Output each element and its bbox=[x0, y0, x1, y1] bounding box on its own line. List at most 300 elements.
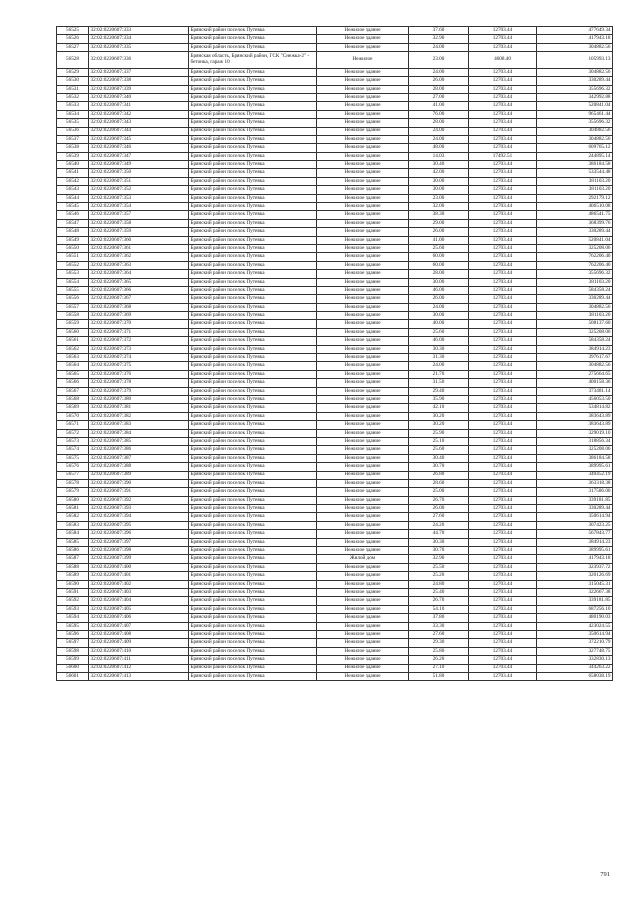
object-type-cell: Нежилое здание bbox=[317, 110, 409, 118]
object-type-cell: Нежилое здание bbox=[317, 169, 409, 177]
address-cell: Брянский район поселок Путевка bbox=[189, 253, 317, 261]
address-cell: Брянский район поселок Путевка bbox=[189, 328, 317, 336]
address-cell: Брянский район поселок Путевка bbox=[189, 337, 317, 345]
cadastral-value-cell: 386184.58 bbox=[537, 161, 613, 169]
row-number-cell: 56601 bbox=[57, 672, 89, 680]
object-type-cell: Нежилое здание bbox=[317, 656, 409, 664]
cadastral-number-cell: 32:02:0220607:385 bbox=[89, 437, 189, 445]
cadastral-value-cell: 406510.08 bbox=[537, 203, 613, 211]
address-cell: Брянский район поселок Путевка bbox=[189, 454, 317, 462]
area-cell: 41.00 bbox=[409, 236, 469, 244]
specific-value-cell: 12703.44 bbox=[469, 379, 537, 387]
row-number-cell: 56577 bbox=[57, 471, 89, 479]
area-cell: 24.80 bbox=[409, 580, 469, 588]
area-cell: 24.00 bbox=[409, 68, 469, 76]
cadastral-number-cell: 32:02:0220607:335 bbox=[89, 43, 189, 51]
address-cell: Брянский район поселок Путевка bbox=[189, 169, 317, 177]
cadastral-number-cell: 32:02:0220607:404 bbox=[89, 597, 189, 605]
cadastral-value-cell: 384914.23 bbox=[537, 345, 613, 353]
table-row bbox=[57, 244, 613, 252]
table-row bbox=[57, 286, 613, 294]
cadastral-number-cell: 32:02:0220607:391 bbox=[89, 488, 189, 496]
object-type-cell: Нежилое здание bbox=[317, 421, 409, 429]
address-cell: Брянский район поселок Путевка bbox=[189, 303, 317, 311]
row-number-cell: 56559 bbox=[57, 320, 89, 328]
row-number-cell: 56568 bbox=[57, 396, 89, 404]
cadastral-number-cell: 32:02:0220607:368 bbox=[89, 303, 189, 311]
cadastral-value-cell: 658038.19 bbox=[537, 672, 613, 680]
table-row bbox=[57, 471, 613, 479]
area-cell: 30.00 bbox=[409, 312, 469, 320]
area-cell: 30.00 bbox=[409, 177, 469, 185]
address-cell: Брянский район поселок Путевка bbox=[189, 563, 317, 571]
area-cell: 24.00 bbox=[409, 43, 469, 51]
table-row bbox=[57, 127, 613, 135]
address-cell: Брянский район поселок Путевка bbox=[189, 312, 317, 320]
address-cell: Брянский район поселок Путевка bbox=[189, 387, 317, 395]
table-row bbox=[57, 647, 613, 655]
address-cell: Брянский район поселок Путевка bbox=[189, 521, 317, 529]
row-number-cell: 56569 bbox=[57, 404, 89, 412]
specific-value-cell: 12703.44 bbox=[469, 211, 537, 219]
object-type-cell: Нежилое здание bbox=[317, 286, 409, 294]
row-number-cell: 56599 bbox=[57, 656, 89, 664]
row-number-cell: 56540 bbox=[57, 161, 89, 169]
object-type-cell: Нежилое здание bbox=[317, 270, 409, 278]
area-cell: 28.00 bbox=[409, 119, 469, 127]
cadastral-number-cell: 32:02:0220607:333 bbox=[89, 27, 189, 35]
cadastral-value-cell: 315045.31 bbox=[537, 580, 613, 588]
table-row bbox=[57, 521, 613, 529]
cadastral-value-cell: 384914.23 bbox=[537, 538, 613, 546]
table-row bbox=[57, 387, 613, 395]
object-type-cell: Нежилое здание bbox=[317, 261, 409, 269]
area-cell: 31.30 bbox=[409, 354, 469, 362]
area-cell: 25.50 bbox=[409, 563, 469, 571]
area-cell: 46.00 bbox=[409, 286, 469, 294]
table-row bbox=[57, 563, 613, 571]
cadastral-number-cell: 32:02:0220607:337 bbox=[89, 68, 189, 76]
specific-value-cell: 12703.44 bbox=[469, 244, 537, 252]
object-type-cell: Нежилое здание bbox=[317, 278, 409, 286]
cadastral-value-table bbox=[56, 26, 613, 681]
row-number-cell: 56548 bbox=[57, 228, 89, 236]
area-cell: 24.20 bbox=[409, 521, 469, 529]
specific-value-cell: 12703.44 bbox=[469, 370, 537, 378]
row-number-cell: 56546 bbox=[57, 211, 89, 219]
row-number-cell: 56536 bbox=[57, 127, 89, 135]
address-cell: Брянский район поселок Путевка bbox=[189, 236, 317, 244]
specific-value-cell: 12703.44 bbox=[469, 169, 537, 177]
object-type-cell: Нежилое здание bbox=[317, 85, 409, 93]
object-type-cell: Нежилое здание bbox=[317, 412, 409, 420]
object-type-cell: Нежилое здание bbox=[317, 379, 409, 387]
specific-value-cell: 12703.44 bbox=[469, 538, 537, 546]
object-type-cell: Нежилое здание bbox=[317, 35, 409, 43]
specific-value-cell: 12703.44 bbox=[469, 278, 537, 286]
table-row bbox=[57, 362, 613, 370]
address-cell: Брянский район поселок Путевка bbox=[189, 102, 317, 110]
row-number-cell: 56545 bbox=[57, 203, 89, 211]
table-row bbox=[57, 27, 613, 35]
cadastral-value-cell: 389995.61 bbox=[537, 547, 613, 555]
specific-value-cell: 12703.44 bbox=[469, 261, 537, 269]
address-cell: Брянский район поселок Путевка bbox=[189, 664, 317, 672]
table-row bbox=[57, 454, 613, 462]
area-cell: 30.40 bbox=[409, 454, 469, 462]
table-row bbox=[57, 93, 613, 101]
area-cell: 40.00 bbox=[409, 320, 469, 328]
table-row bbox=[57, 572, 613, 580]
row-number-cell: 56526 bbox=[57, 35, 89, 43]
table-row bbox=[57, 488, 613, 496]
address-cell: Брянский район поселок Путевка bbox=[189, 261, 317, 269]
row-number-cell: 56598 bbox=[57, 647, 89, 655]
specific-value-cell: 12703.44 bbox=[469, 647, 537, 655]
table-row bbox=[57, 404, 613, 412]
row-number-cell: 56530 bbox=[57, 77, 89, 85]
address-cell: Брянский район поселок Путевка bbox=[189, 85, 317, 93]
table-row bbox=[57, 354, 613, 362]
address-cell: Брянский район поселок Путевка bbox=[189, 538, 317, 546]
area-cell: 25.90 bbox=[409, 429, 469, 437]
cadastral-value-cell: 381103.20 bbox=[537, 312, 613, 320]
address-cell: Брянский район поселок Путевка bbox=[189, 580, 317, 588]
table-row bbox=[57, 672, 613, 680]
table-row bbox=[57, 68, 613, 76]
table-row bbox=[57, 446, 613, 454]
table-row bbox=[57, 203, 613, 211]
cadastral-value-cell: 340452.19 bbox=[537, 471, 613, 479]
specific-value-cell: 12703.44 bbox=[469, 68, 537, 76]
table-row bbox=[57, 605, 613, 613]
specific-value-cell: 12703.44 bbox=[469, 194, 537, 202]
object-type-cell: Нежилое здание bbox=[317, 186, 409, 194]
cadastral-number-cell: 32:02:0220607:366 bbox=[89, 286, 189, 294]
specific-value-cell: 12703.44 bbox=[469, 312, 537, 320]
cadastral-number-cell: 32:02:0220607:398 bbox=[89, 547, 189, 555]
row-number-cell: 56535 bbox=[57, 119, 89, 127]
address-cell: Брянский район поселок Путевка bbox=[189, 119, 317, 127]
specific-value-cell: 12703.44 bbox=[469, 597, 537, 605]
specific-value-cell: 12703.44 bbox=[469, 437, 537, 445]
table-row bbox=[57, 479, 613, 487]
row-number-cell: 56581 bbox=[57, 505, 89, 513]
row-number-cell: 56585 bbox=[57, 538, 89, 546]
cadastral-number-cell: 32:02:0220607:378 bbox=[89, 379, 189, 387]
object-type-cell: Нежилое здание bbox=[317, 328, 409, 336]
cadastral-value-cell: 372210.79 bbox=[537, 639, 613, 647]
cadastral-number-cell: 32:02:0220607:359 bbox=[89, 228, 189, 236]
row-number-cell: 56561 bbox=[57, 337, 89, 345]
cadastral-value-cell: 322667.38 bbox=[537, 588, 613, 596]
row-number-cell: 56534 bbox=[57, 110, 89, 118]
row-number-cell: 56583 bbox=[57, 521, 89, 529]
specific-value-cell: 12703.44 bbox=[469, 513, 537, 521]
cadastral-number-cell: 32:02:0220607:386 bbox=[89, 446, 189, 454]
area-cell: 24.00 bbox=[409, 362, 469, 370]
row-number-cell: 56590 bbox=[57, 580, 89, 588]
cadastral-value-cell: 330289.44 bbox=[537, 295, 613, 303]
specific-value-cell: 12703.44 bbox=[469, 345, 537, 353]
address-cell: Брянский район поселок Путевка bbox=[189, 270, 317, 278]
cadastral-value-cell: 330289.44 bbox=[537, 228, 613, 236]
object-type-cell: Нежилое здание bbox=[317, 77, 409, 85]
cadastral-number-cell: 32:02:0220607:367 bbox=[89, 295, 189, 303]
address-cell: Брянский район поселок Путевка bbox=[189, 639, 317, 647]
cadastral-value-cell: 329019.10 bbox=[537, 429, 613, 437]
cadastral-number-cell: 32:02:0220607:342 bbox=[89, 110, 189, 118]
cadastral-value-cell: 355696.32 bbox=[537, 119, 613, 127]
cadastral-value-cell: 609765.12 bbox=[537, 144, 613, 152]
specific-value-cell: 12703.44 bbox=[469, 186, 537, 194]
specific-value-cell: 12703.44 bbox=[469, 421, 537, 429]
area-cell: 25.60 bbox=[409, 446, 469, 454]
specific-value-cell: 12703.44 bbox=[469, 354, 537, 362]
row-number-cell: 56575 bbox=[57, 454, 89, 462]
table-row bbox=[57, 379, 613, 387]
address-cell: Брянский район поселок Путевка bbox=[189, 286, 317, 294]
area-cell: 25.20 bbox=[409, 572, 469, 580]
table-row bbox=[57, 463, 613, 471]
area-cell: 26.80 bbox=[409, 471, 469, 479]
cadastral-value-cell: 687256.10 bbox=[537, 605, 613, 613]
row-number-cell: 56550 bbox=[57, 244, 89, 252]
object-type-cell: Нежилое здание bbox=[317, 194, 409, 202]
table-row bbox=[57, 270, 613, 278]
cadastral-number-cell: 32:02:0220607:349 bbox=[89, 161, 189, 169]
cadastral-value-cell: 423024.55 bbox=[537, 622, 613, 630]
cadastral-value-cell: 363318.38 bbox=[537, 479, 613, 487]
cadastral-value-cell: 762206.40 bbox=[537, 253, 613, 261]
row-number-cell: 56571 bbox=[57, 421, 89, 429]
object-type-cell: Нежилое здание bbox=[317, 547, 409, 555]
row-number-cell: 56528 bbox=[57, 52, 89, 69]
table-row bbox=[57, 52, 613, 69]
cadastral-number-cell: 32:02:0220607:393 bbox=[89, 505, 189, 513]
address-cell: Брянская область, Брянский район, ГСК "Снежка-2" - бетонка, гараж 10 bbox=[189, 52, 317, 69]
table-row bbox=[57, 656, 613, 664]
cadastral-number-cell: 32:02:0220607:387 bbox=[89, 454, 189, 462]
table-row bbox=[57, 580, 613, 588]
cadastral-value-cell: 339181.85 bbox=[537, 496, 613, 504]
area-cell: 54.10 bbox=[409, 605, 469, 613]
address-cell: Брянский район поселок Путевка bbox=[189, 614, 317, 622]
address-cell: Брянский район поселок Путевка bbox=[189, 379, 317, 387]
area-cell: 28.00 bbox=[409, 85, 469, 93]
specific-value-cell: 12703.44 bbox=[469, 605, 537, 613]
table-row bbox=[57, 177, 613, 185]
address-cell: Брянский район поселок Путевка bbox=[189, 429, 317, 437]
object-type-cell: Нежилое здание bbox=[317, 538, 409, 546]
address-cell: Брянский район поселок Путевка bbox=[189, 320, 317, 328]
object-type-cell: Нежилое здание bbox=[317, 429, 409, 437]
cadastral-value-cell: 567843.77 bbox=[537, 530, 613, 538]
cadastral-number-cell: 32:02:0220607:400 bbox=[89, 563, 189, 571]
address-cell: Брянский район поселок Путевка bbox=[189, 35, 317, 43]
area-cell: 25.40 bbox=[409, 588, 469, 596]
cadastral-number-cell: 32:02:0220607:361 bbox=[89, 244, 189, 252]
table-row bbox=[57, 169, 613, 177]
cadastral-value-cell: 307423.25 bbox=[537, 521, 613, 529]
address-cell: Брянский район поселок Путевка bbox=[189, 437, 317, 445]
cadastral-value-cell: 520841.04 bbox=[537, 102, 613, 110]
cadastral-number-cell: 32:02:0220607:340 bbox=[89, 93, 189, 101]
address-cell: Брянский район поселок Путевка bbox=[189, 622, 317, 630]
object-type-cell: Нежилое здание bbox=[317, 605, 409, 613]
row-number-cell: 56555 bbox=[57, 286, 89, 294]
area-cell: 51.80 bbox=[409, 672, 469, 680]
cadastral-number-cell: 32:02:0220607:401 bbox=[89, 572, 189, 580]
address-cell: Брянский район поселок Путевка bbox=[189, 370, 317, 378]
row-number-cell: 56552 bbox=[57, 261, 89, 269]
area-cell: 24.00 bbox=[409, 127, 469, 135]
row-number-cell: 56566 bbox=[57, 379, 89, 387]
table-row bbox=[57, 144, 613, 152]
table-row bbox=[57, 664, 613, 672]
object-type-cell: Нежилое здание bbox=[317, 479, 409, 487]
object-type-cell: Нежилое здание bbox=[317, 354, 409, 362]
cadastral-number-cell: 32:02:0220607:345 bbox=[89, 135, 189, 143]
object-type-cell: Нежилое здание bbox=[317, 152, 409, 160]
cadastral-number-cell: 32:02:0220607:352 bbox=[89, 186, 189, 194]
row-number-cell: 56586 bbox=[57, 547, 89, 555]
area-cell: 46.00 bbox=[409, 337, 469, 345]
specific-value-cell: 12703.44 bbox=[469, 471, 537, 479]
specific-value-cell: 12703.44 bbox=[469, 547, 537, 555]
cadastral-number-cell: 32:02:0220607:397 bbox=[89, 538, 189, 546]
table-row bbox=[57, 194, 613, 202]
cadastral-number-cell: 32:02:0220607:390 bbox=[89, 479, 189, 487]
row-number-cell: 56544 bbox=[57, 194, 89, 202]
address-cell: Брянский район поселок Путевка bbox=[189, 656, 317, 664]
row-number-cell: 56570 bbox=[57, 412, 89, 420]
specific-value-cell: 12703.44 bbox=[469, 161, 537, 169]
object-type-cell: Нежилое здание bbox=[317, 639, 409, 647]
row-number-cell: 56558 bbox=[57, 312, 89, 320]
row-number-cell: 56576 bbox=[57, 463, 89, 471]
area-cell: 48.00 bbox=[409, 144, 469, 152]
specific-value-cell: 12703.44 bbox=[469, 396, 537, 404]
specific-value-cell: 12703.44 bbox=[469, 127, 537, 135]
table-row bbox=[57, 35, 613, 43]
specific-value-cell: 12703.44 bbox=[469, 563, 537, 571]
cadastral-value-cell: 323937.72 bbox=[537, 563, 613, 571]
object-type-cell: Нежилое здание bbox=[317, 370, 409, 378]
object-type-cell: Нежилое здание bbox=[317, 664, 409, 672]
object-type-cell: Нежилое здание bbox=[317, 135, 409, 143]
cadastral-number-cell: 32:02:0220607:341 bbox=[89, 102, 189, 110]
table-row bbox=[57, 630, 613, 638]
row-number-cell: 56579 bbox=[57, 488, 89, 496]
table-row bbox=[57, 303, 613, 311]
cadastral-value-cell: 480190.03 bbox=[537, 614, 613, 622]
object-type-cell: Нежилое здание bbox=[317, 161, 409, 169]
specific-value-cell: 12703.44 bbox=[469, 93, 537, 101]
address-cell: Брянский район поселок Путевка bbox=[189, 496, 317, 504]
cadastral-number-cell: 32:02:0220607:363 bbox=[89, 261, 189, 269]
cadastral-number-cell: 32:02:0220607:372 bbox=[89, 337, 189, 345]
address-cell: Брянский район поселок Путевка bbox=[189, 513, 317, 521]
cadastral-value-cell: 350614.94 bbox=[537, 630, 613, 638]
area-cell: 28.60 bbox=[409, 479, 469, 487]
row-number-cell: 56587 bbox=[57, 555, 89, 563]
specific-value-cell: 12703.44 bbox=[469, 488, 537, 496]
cadastral-value-cell: 332830.13 bbox=[537, 656, 613, 664]
table-row bbox=[57, 253, 613, 261]
row-number-cell: 56564 bbox=[57, 362, 89, 370]
cadastral-value-cell: 350614.94 bbox=[537, 513, 613, 521]
cadastral-number-cell: 32:02:0220607:409 bbox=[89, 639, 189, 647]
row-number-cell: 56549 bbox=[57, 236, 89, 244]
table-row bbox=[57, 77, 613, 85]
specific-value-cell: 12703.44 bbox=[469, 429, 537, 437]
cadastral-number-cell: 32:02:0220607:395 bbox=[89, 521, 189, 529]
cadastral-value-cell: 105993.13 bbox=[537, 52, 613, 69]
area-cell: 32.00 bbox=[409, 203, 469, 211]
specific-value-cell: 12703.44 bbox=[469, 479, 537, 487]
address-cell: Брянский район поселок Путевка bbox=[189, 219, 317, 227]
cadastral-value-cell: 520841.04 bbox=[537, 236, 613, 244]
cadastral-value-cell: 355696.32 bbox=[537, 85, 613, 93]
row-number-cell: 56551 bbox=[57, 253, 89, 261]
cadastral-number-cell: 32:02:0220607:373 bbox=[89, 345, 189, 353]
specific-value-cell: 12703.44 bbox=[469, 337, 537, 345]
object-type-cell: Нежилое здание bbox=[317, 102, 409, 110]
address-cell: Брянский район поселок Путевка bbox=[189, 647, 317, 655]
row-number-cell: 56539 bbox=[57, 152, 89, 160]
area-cell: 26.00 bbox=[409, 505, 469, 513]
object-type-cell: Нежилое здание bbox=[317, 387, 409, 395]
cadastral-value-cell: 381103.20 bbox=[537, 186, 613, 194]
specific-value-cell: 12703.44 bbox=[469, 219, 537, 227]
area-cell: 37.80 bbox=[409, 614, 469, 622]
object-type-cell: Нежилое здание bbox=[317, 614, 409, 622]
specific-value-cell: 12703.44 bbox=[469, 102, 537, 110]
address-cell: Брянский район поселок Путевка bbox=[189, 27, 317, 35]
cadastral-number-cell: 32:02:0220607:411 bbox=[89, 656, 189, 664]
area-cell: 23.00 bbox=[409, 52, 469, 69]
specific-value-cell: 12703.44 bbox=[469, 614, 537, 622]
address-cell: Брянский район поселок Путевка bbox=[189, 177, 317, 185]
cadastral-value-cell: 304882.56 bbox=[537, 43, 613, 51]
cadastral-number-cell: 32:02:0220607:358 bbox=[89, 219, 189, 227]
address-cell: Брянский район поселок Путевка bbox=[189, 404, 317, 412]
cadastral-number-cell: 32:02:0220607:380 bbox=[89, 396, 189, 404]
area-cell: 60.00 bbox=[409, 253, 469, 261]
row-number-cell: 56529 bbox=[57, 68, 89, 76]
cadastral-number-cell: 32:02:0220607:379 bbox=[89, 387, 189, 395]
address-cell: Брянский район поселок Путевка bbox=[189, 421, 317, 429]
row-number-cell: 56589 bbox=[57, 572, 89, 580]
object-type-cell: Нежилое здание bbox=[317, 320, 409, 328]
object-type-cell: Нежилое здание bbox=[317, 68, 409, 76]
table-row bbox=[57, 135, 613, 143]
row-number-cell: 56543 bbox=[57, 186, 89, 194]
address-cell: Брянский район поселок Путевка bbox=[189, 463, 317, 471]
cadastral-number-cell: 32:02:0220607:399 bbox=[89, 555, 189, 563]
object-type-cell: Нежилое здание bbox=[317, 93, 409, 101]
cadastral-number-cell: 32:02:0220607:364 bbox=[89, 270, 189, 278]
address-cell: Брянский район поселок Путевка bbox=[189, 110, 317, 118]
address-cell: Брянский район поселок Путевка bbox=[189, 152, 317, 160]
cadastral-number-cell: 32:02:0220607:347 bbox=[89, 152, 189, 160]
page-number: 791 bbox=[600, 871, 610, 878]
cadastral-value-cell: 304882.56 bbox=[537, 135, 613, 143]
area-cell: 32.90 bbox=[409, 35, 469, 43]
specific-value-cell: 12703.44 bbox=[469, 622, 537, 630]
specific-value-cell: 12703.44 bbox=[469, 463, 537, 471]
